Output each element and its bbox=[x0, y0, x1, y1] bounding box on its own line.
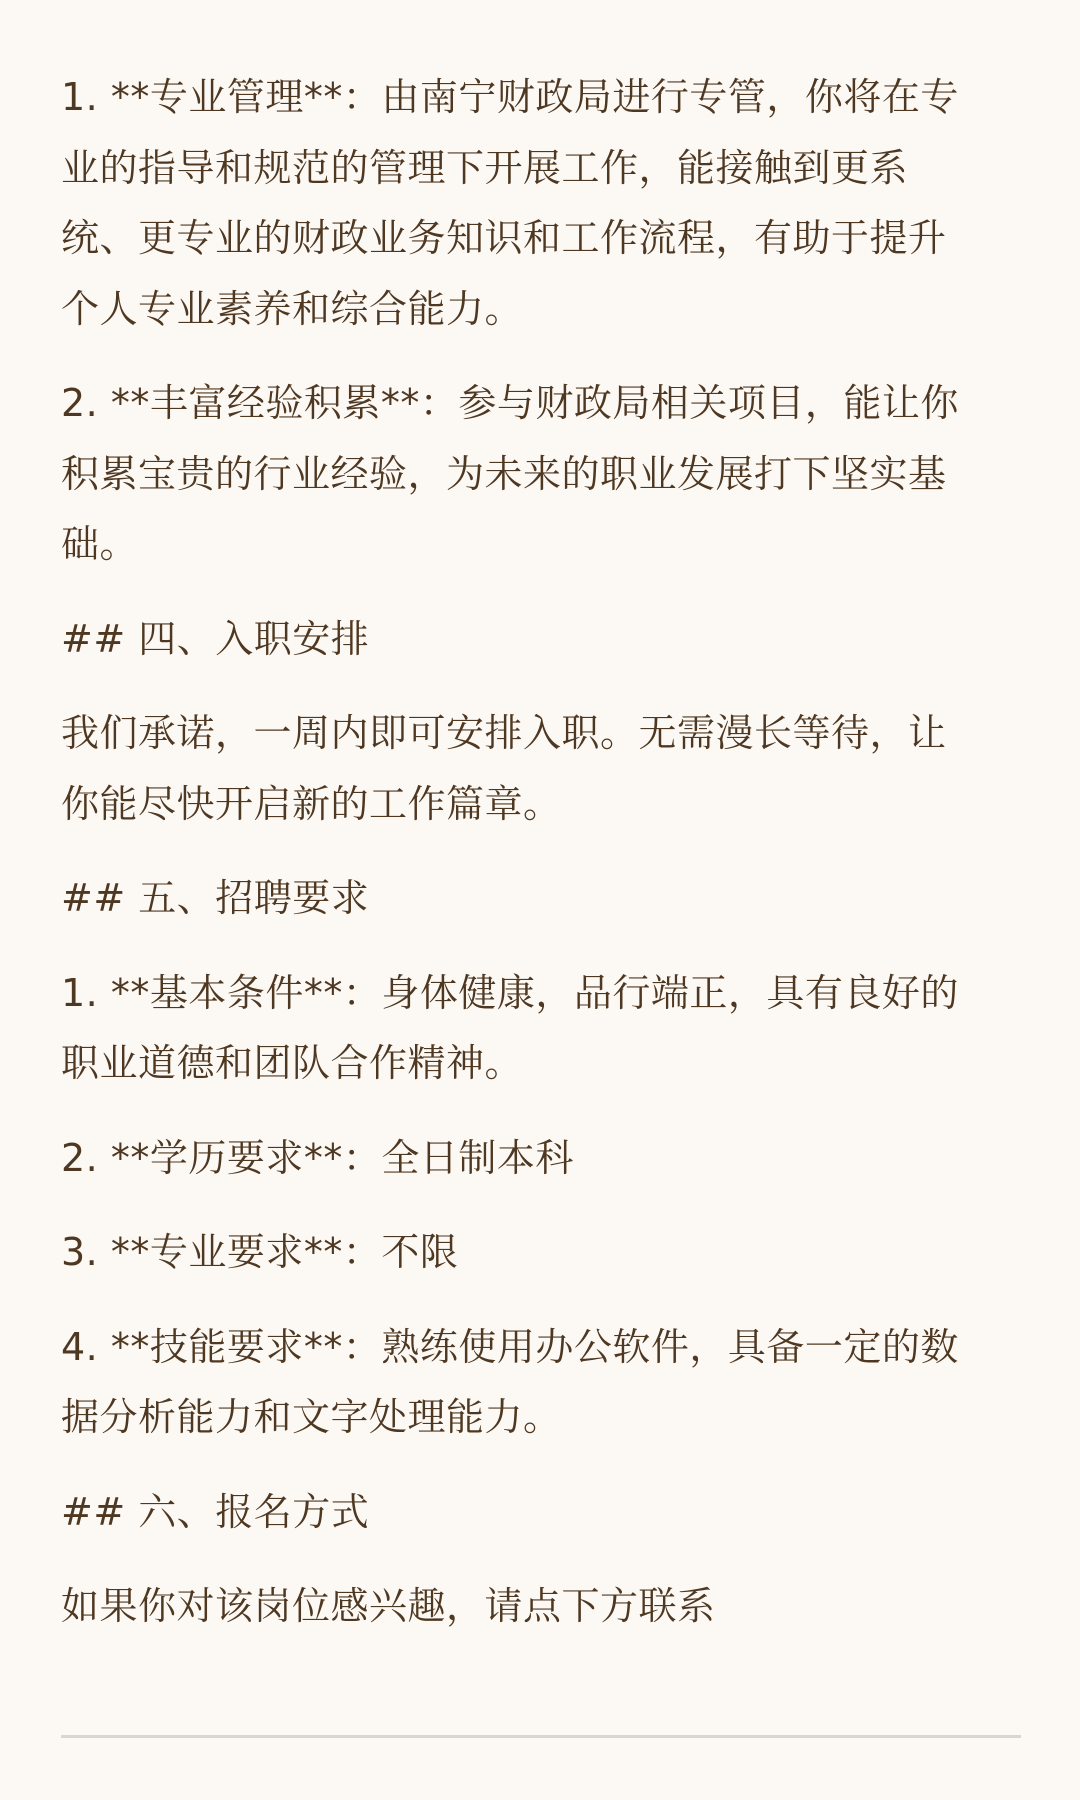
heading-text: ## 六、报名方式 bbox=[61, 1489, 370, 1534]
requirement-skills bbox=[61, 1312, 1021, 1453]
text-line: 1. **基本条件**：身体健康，品行端正，具有良好的 bbox=[61, 970, 959, 1015]
text-line: 4. **技能要求**：熟练使用办公软件，具备一定的数 bbox=[61, 1324, 959, 1369]
text-line: 2. **学历要求**：全日制本科 bbox=[61, 1135, 574, 1180]
benefit-item-experience bbox=[61, 368, 1021, 580]
text-line: 3. **专业要求**：不限 bbox=[61, 1230, 459, 1274]
signup-paragraph bbox=[61, 1571, 1021, 1642]
text-line: 1. **专业管理**：由南宁财政局进行专管，你将在专 bbox=[61, 75, 959, 119]
text-line: 你能尽快开启新的工作篇章。 bbox=[61, 781, 562, 826]
requirement-basic bbox=[61, 958, 1021, 1099]
text-line: 2. **丰富经验积累**：参与财政局相关项目，能让你 bbox=[61, 381, 959, 425]
text-line: 个人专业素养和综合能力。 bbox=[61, 286, 524, 331]
text-line: 积累宝贵的行业经验，为未来的职业发展打下坚实基 bbox=[61, 451, 947, 496]
bottom-divider bbox=[61, 1735, 1021, 1738]
section-heading-onboarding bbox=[61, 604, 1021, 675]
requirement-major bbox=[61, 1217, 1021, 1288]
heading-text: ## 四、入职安排 bbox=[61, 616, 370, 661]
onboarding-paragraph bbox=[61, 698, 1021, 839]
text-line: 职业道德和团队合作精神。 bbox=[61, 1041, 524, 1085]
text-line: 据分析能力和文字处理能力。 bbox=[61, 1395, 562, 1439]
heading-text: ## 五、招聘要求 bbox=[61, 876, 370, 920]
text-line: 我们承诺，一周内即可安排入职。无需漫长等待，让 bbox=[61, 711, 947, 755]
section-heading-requirements bbox=[61, 863, 1021, 934]
text-line: 业的指导和规范的管理下开展工作，能接触到更系 bbox=[61, 145, 909, 190]
article-body bbox=[61, 62, 1021, 1666]
requirement-education bbox=[61, 1123, 1021, 1194]
benefit-item-professional-management bbox=[61, 62, 1021, 344]
text-line: 如果你对该岗位感兴趣，请点下方联系 bbox=[61, 1584, 716, 1628]
text-line: 础。 bbox=[61, 522, 139, 566]
text-line: 统、更专业的财政业务知识和工作流程，有助于提升 bbox=[61, 216, 947, 260]
section-heading-signup bbox=[61, 1477, 1021, 1548]
